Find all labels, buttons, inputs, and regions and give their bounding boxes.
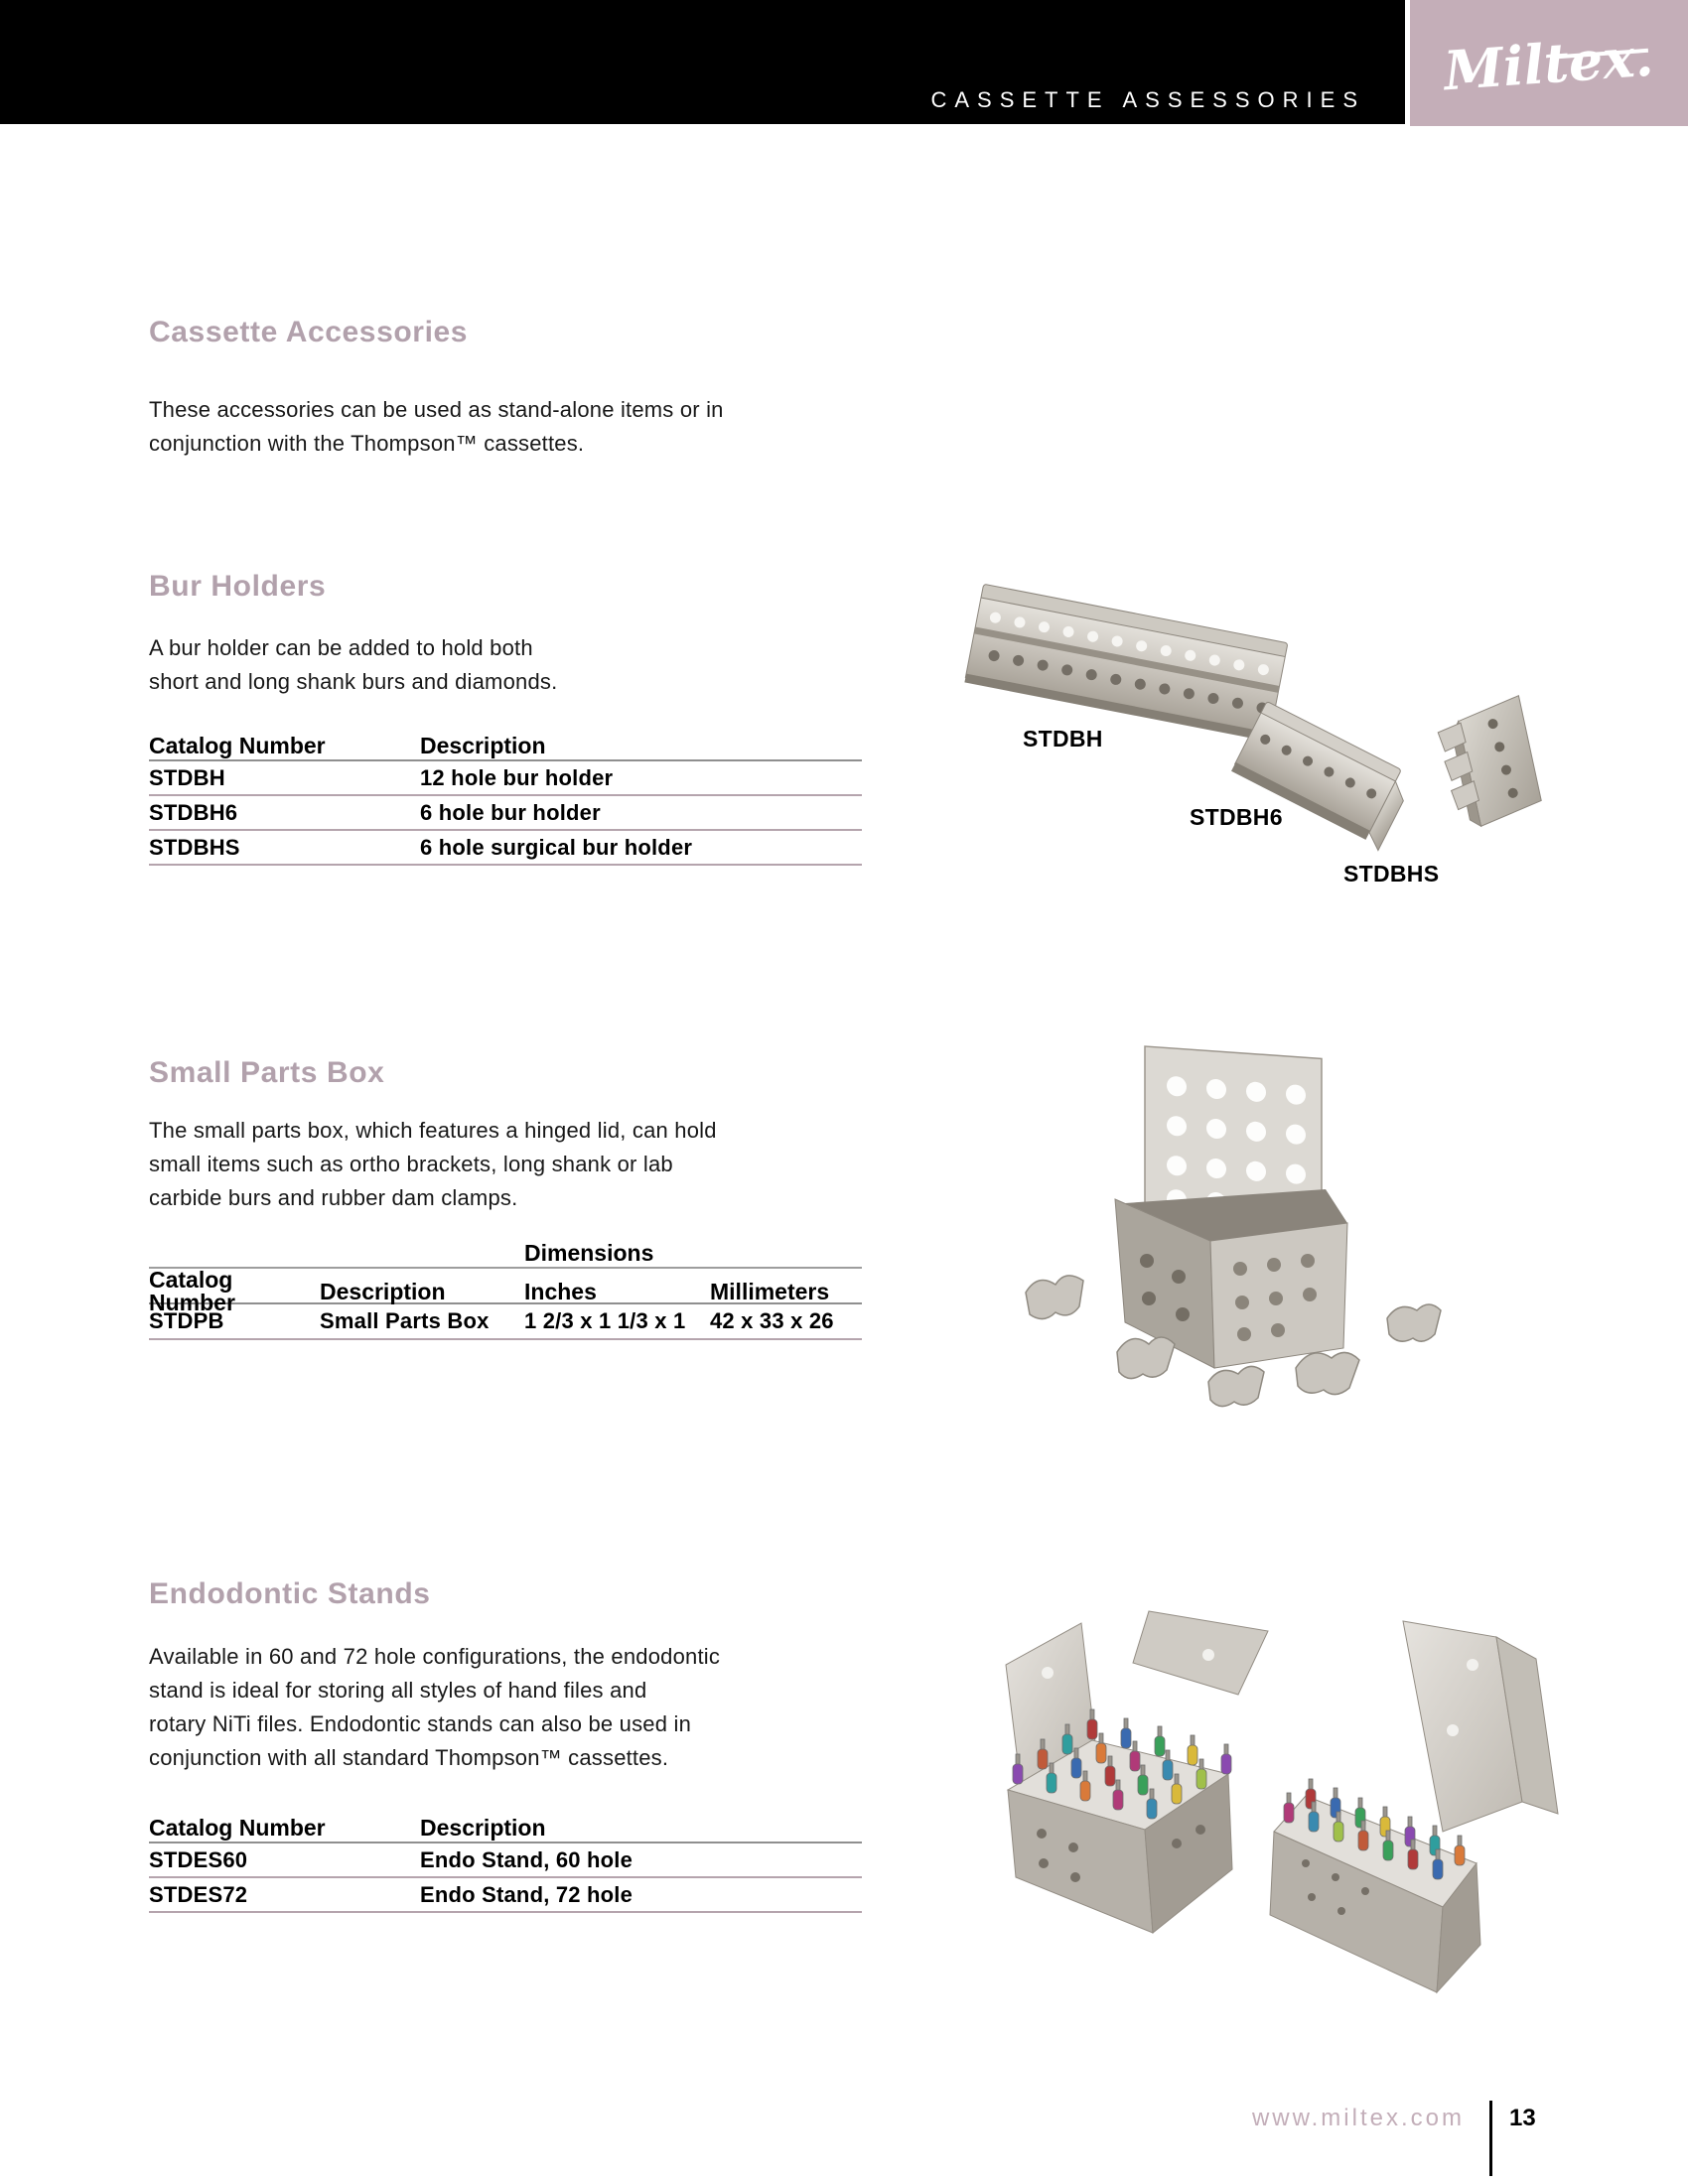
small-parts-body xyxy=(149,1114,717,1215)
column-header: Description xyxy=(420,732,546,758)
intro-body-line: conjunction with the Thompson™ cassettes. xyxy=(149,431,585,456)
table-group-header-row xyxy=(149,1239,862,1269)
small-parts-body-line: carbide burs and rubber dam clamps. xyxy=(149,1185,518,1210)
catalog-number-cell: STDBH xyxy=(149,764,225,790)
endodontic-body-line: conjunction with all standard Thompson™ cassettes. xyxy=(149,1745,669,1770)
column-header: Description xyxy=(420,1814,546,1841)
bur-holder-surgical-image xyxy=(1434,695,1543,831)
footer-url-link[interactable]: www.miltex.com xyxy=(1251,2105,1465,2131)
column-header: Catalog Number xyxy=(149,1267,235,1315)
footer-divider xyxy=(1489,2101,1492,2176)
endodontic-body-line: stand is ideal for storing all styles of hand files and xyxy=(149,1678,647,1703)
millimeters-cell: 42 x 33 x 26 xyxy=(710,1308,834,1333)
miltex-logo: Miltex. xyxy=(1442,24,1656,102)
bur-holder-12-hole-image xyxy=(964,584,1288,742)
small-parts-heading: Small Parts Box xyxy=(149,1056,385,1089)
table-header-row xyxy=(149,1267,862,1315)
description-cell: Endo Stand, 60 hole xyxy=(420,1846,633,1872)
column-header: Millimeters xyxy=(710,1278,830,1304)
product-label-stdbh6: STDBH6 xyxy=(1190,804,1283,830)
catalog-number-cell: STDBH6 xyxy=(149,799,238,825)
intro-heading: Cassette Accessories xyxy=(149,316,469,348)
endodontic-stands-table xyxy=(149,1814,862,1913)
endodontic-stands-heading: Endodontic Stands xyxy=(149,1577,431,1610)
table-row xyxy=(149,831,862,866)
bur-holders-table xyxy=(149,732,862,866)
endodontic-stands-body xyxy=(149,1640,720,1775)
table-row xyxy=(149,761,862,796)
description-cell: 6 hole bur holder xyxy=(420,799,601,825)
bur-holders-body xyxy=(149,631,557,699)
small-parts-box-product-image xyxy=(998,1032,1465,1430)
small-parts-body-line: The small parts box, which features a hinged lid, can hold xyxy=(149,1118,717,1143)
endodontic-body-line: Available in 60 and 72 hole configurations, the endodontic xyxy=(149,1644,721,1669)
small-parts-body-line: small items such as ortho brackets, long shank or lab xyxy=(149,1152,673,1176)
column-header: Catalog Number xyxy=(149,1814,326,1841)
table-row xyxy=(149,1843,862,1878)
catalog-number-cell: STDES72 xyxy=(149,1881,248,1907)
description-cell: Small Parts Box xyxy=(320,1308,490,1333)
small-parts-table xyxy=(149,1239,862,1340)
footer-page-number: 13 xyxy=(1509,2105,1536,2131)
catalog-number-cell: STDBHS xyxy=(149,834,240,860)
inches-cell: 1 2/3 x 1 1/3 x 1 xyxy=(524,1308,686,1333)
intro-body-line: These accessories can be used as stand-alone items or in xyxy=(149,397,724,422)
bur-holders-body-line: short and long shank burs and diamonds. xyxy=(149,669,558,694)
column-header: Description xyxy=(320,1278,446,1304)
group-header: Dimensions xyxy=(524,1239,654,1266)
page-title: CASSETTE ASSESSORIES xyxy=(930,87,1365,112)
intro-body xyxy=(149,393,724,461)
endodontic-body-line: rotary NiTi files. Endodontic stands can also be used in xyxy=(149,1711,691,1736)
product-label-stdbh: STDBH xyxy=(1023,726,1103,751)
product-label-stdbhs: STDBHS xyxy=(1343,861,1440,887)
table-header-row xyxy=(149,1814,862,1843)
catalog-number-cell: STDPB xyxy=(149,1308,224,1333)
description-cell: 12 hole bur holder xyxy=(420,764,614,790)
bur-holders-heading: Bur Holders xyxy=(149,570,327,603)
description-cell: Endo Stand, 72 hole xyxy=(420,1881,633,1907)
description-cell: 6 hole surgical bur holder xyxy=(420,834,693,860)
table-row xyxy=(149,1878,862,1913)
catalog-number-cell: STDES60 xyxy=(149,1846,248,1872)
table-row xyxy=(149,1304,862,1340)
column-header: Inches xyxy=(524,1278,597,1304)
brand-logo-box xyxy=(1410,0,1688,126)
column-header: Catalog Number xyxy=(149,732,326,758)
table-header-row xyxy=(149,732,862,761)
table-row xyxy=(149,796,862,831)
bur-holders-body-line: A bur holder can be added to hold both xyxy=(149,635,533,660)
endodontic-stands-product-image xyxy=(978,1603,1623,2020)
